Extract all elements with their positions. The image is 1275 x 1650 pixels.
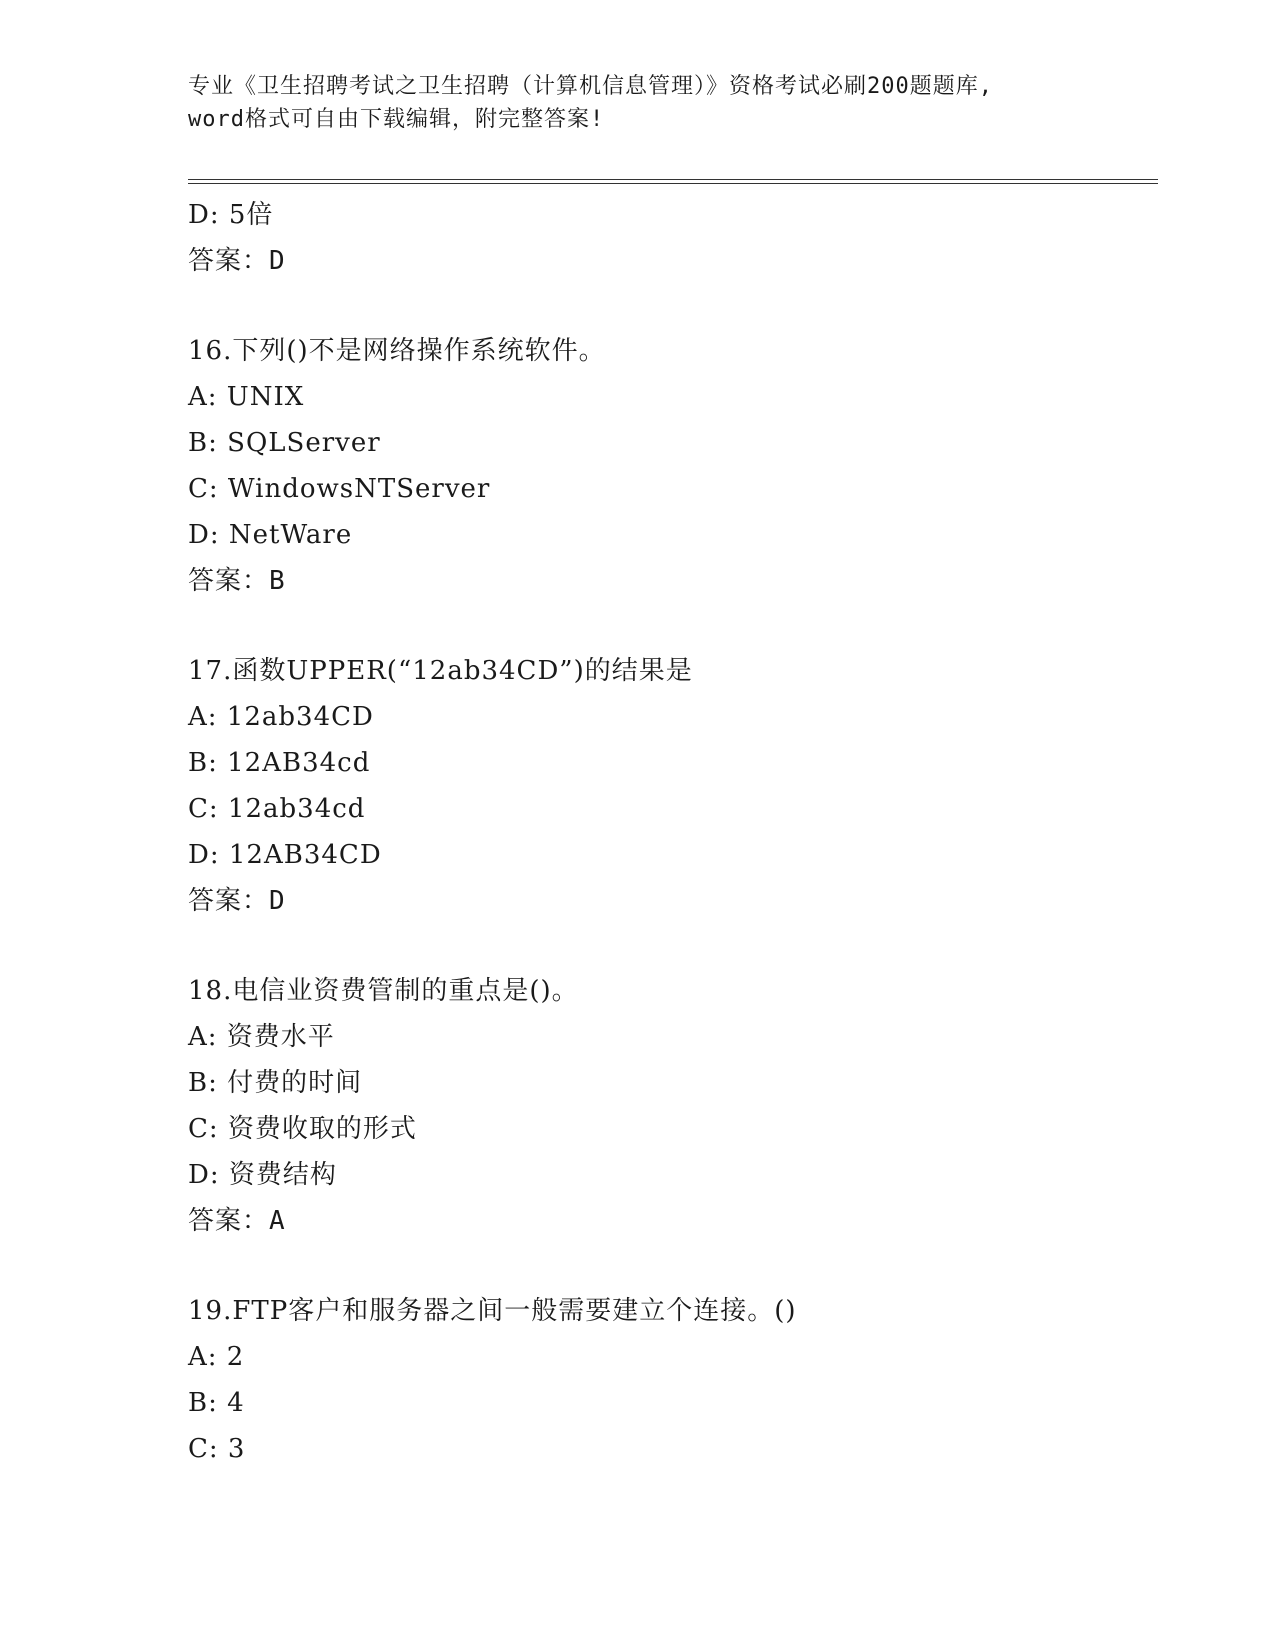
question-stem: 17.函数UPPER(“12ab34CD”)的结果是 — [188, 656, 693, 686]
spacer — [188, 284, 1148, 328]
answer-line: 答案：D — [188, 246, 286, 276]
option-d: D: 资费结构 — [188, 1160, 337, 1190]
option-b: B: 12AB34cd — [188, 748, 371, 778]
question-15-fragment — [188, 192, 1148, 284]
header-title-line-2: word格式可自由下载编辑，附完整答案! — [188, 107, 605, 132]
option-c: C: 12ab34cd — [188, 794, 366, 824]
option-a: A: 12ab34CD — [188, 702, 374, 732]
answer-line: 答案：A — [188, 1206, 286, 1236]
option-d: D: 5倍 — [188, 200, 274, 230]
option-b: B: SQLServer — [188, 428, 381, 458]
spacer — [188, 924, 1148, 968]
option-b: B: 付费的时间 — [188, 1068, 363, 1098]
question-16 — [188, 328, 1148, 604]
option-b: B: 4 — [188, 1388, 245, 1418]
option-c: C: 3 — [188, 1434, 246, 1464]
header-title-line-1: 专业《卫生招聘考试之卫生招聘（计算机信息管理）》资格考试必刷200题题库, — [188, 74, 993, 99]
header-divider-bottom — [188, 183, 1158, 184]
question-18 — [188, 968, 1148, 1244]
option-d: D: NetWare — [188, 520, 353, 550]
option-c: C: 资费收取的形式 — [188, 1114, 417, 1144]
option-a: A: 2 — [188, 1342, 245, 1372]
header-divider-top — [188, 179, 1158, 180]
question-stem: 16.下列()不是网络操作系统软件。 — [188, 336, 606, 366]
option-d: D: 12AB34CD — [188, 840, 382, 870]
spacer — [188, 604, 1148, 648]
answer-line: 答案：D — [188, 886, 286, 916]
document-header — [188, 70, 1088, 136]
answer-line: 答案：B — [188, 566, 286, 596]
question-list — [188, 192, 1148, 1472]
question-19 — [188, 1288, 1148, 1472]
option-a: A: 资费水平 — [188, 1022, 335, 1052]
option-c: C: WindowsNTServer — [188, 474, 491, 504]
option-a: A: UNIX — [188, 382, 305, 412]
question-stem: 19.FTP客户和服务器之间一般需要建立个连接。() — [188, 1296, 797, 1326]
spacer — [188, 1244, 1148, 1288]
question-17 — [188, 648, 1148, 924]
question-stem: 18.电信业资费管制的重点是()。 — [188, 976, 579, 1006]
